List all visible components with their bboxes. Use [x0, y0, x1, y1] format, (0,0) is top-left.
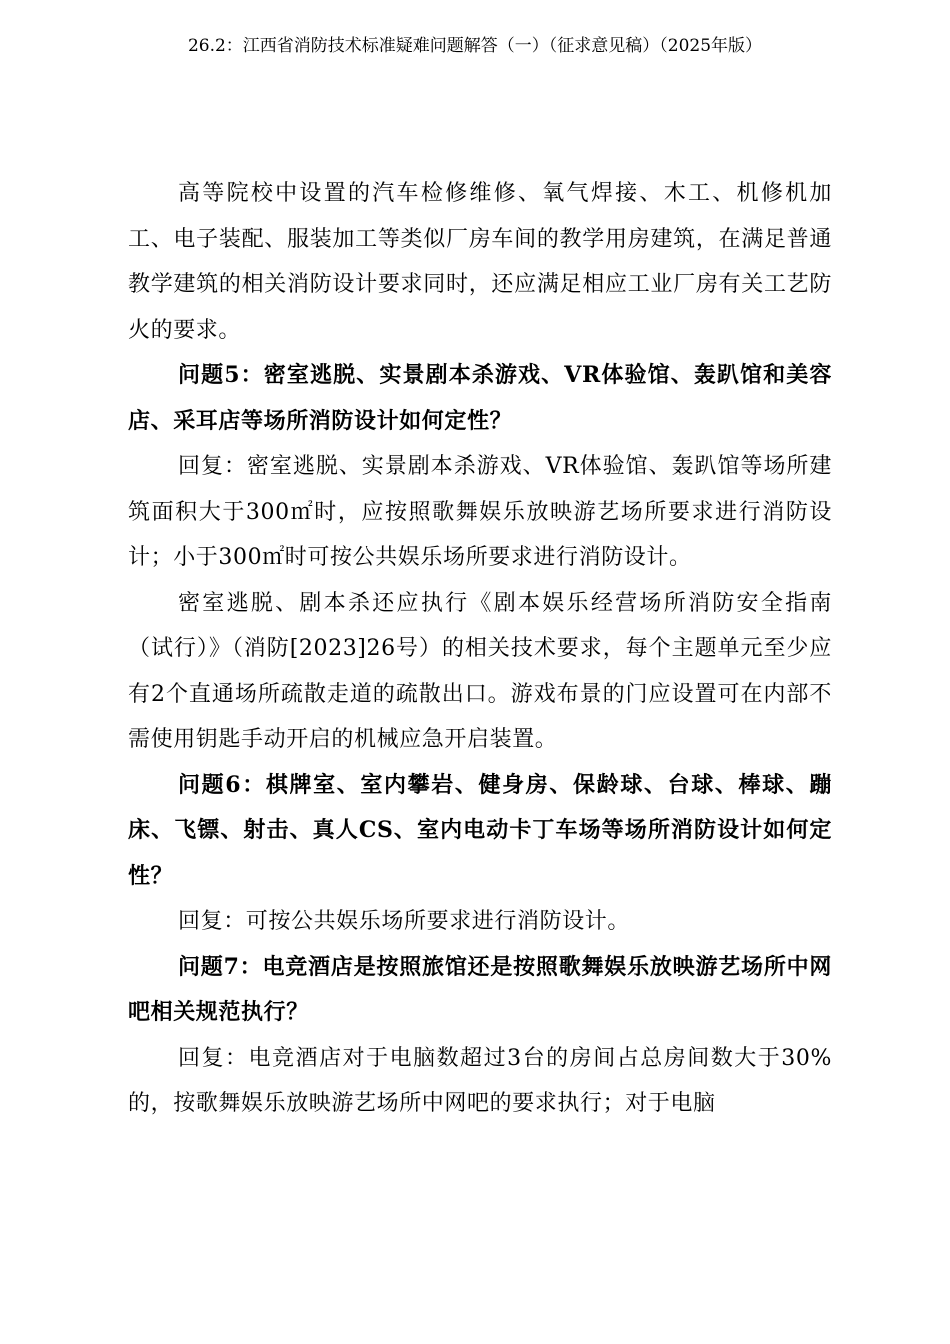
- answer-7: 回复：电竞酒店对于电脑数超过3台的房间占总房间数大于30%的，按歌舞娱乐放映游艺场所中网吧的要求执行；对于电脑: [128, 1045, 832, 1116]
- document-body: [128, 171, 832, 1127]
- answer-5-supplement: 密室逃脱、剧本杀还应执行《剧本娱乐经营场所消防安全指南（试行）》（消防[2023]26号）的相关技术要求，每个主题单元至少应有2个直通场所疏散走道的疏散出口。游戏布景的门应设置可在内部不需使用钥匙手动开启的机械应急开启装置。: [128, 590, 832, 752]
- answer-6: 回复：可按公共娱乐场所要求进行消防设计。: [178, 909, 631, 934]
- paragraph-teaching-buildings: 高等院校中设置的汽车检修维修、氧气焊接、木工、机修机加工、电子装配、服装加工等类似厂房车间的教学用房建筑，在满足普通教学建筑的相关消防设计要求同时，还应满足相应工业厂房有关工艺防火的要求。: [128, 181, 832, 343]
- question-6: 问题6：棋牌室、室内攀岩、健身房、保龄球、台球、棒球、蹦床、飞镖、射击、真人CS、室内电动卡丁车场等场所消防设计如何定性？: [128, 771, 832, 889]
- page-header: 26.2：江西省消防技术标准疑难问题解答（一）（征求意见稿）（2025年版）: [187, 36, 763, 56]
- answer-5: 回复：密室逃脱、实景剧本杀游戏、VR体验馆、轰趴馆等场所建筑面积大于300㎡时，应按照歌舞娱乐放映游艺场所要求进行消防设计；小于300㎡时可按公共娱乐场所要求进行消防设计。: [128, 454, 832, 570]
- question-5: 问题5：密室逃脱、实景剧本杀游戏、VR体验馆、轰趴馆和美容店、采耳店等场所消防设计如何定性？: [128, 362, 832, 434]
- question-7: 问题7：电竞酒店是按照旅馆还是按照歌舞娱乐放映游艺场所中网吧相关规范执行？: [128, 953, 832, 1025]
